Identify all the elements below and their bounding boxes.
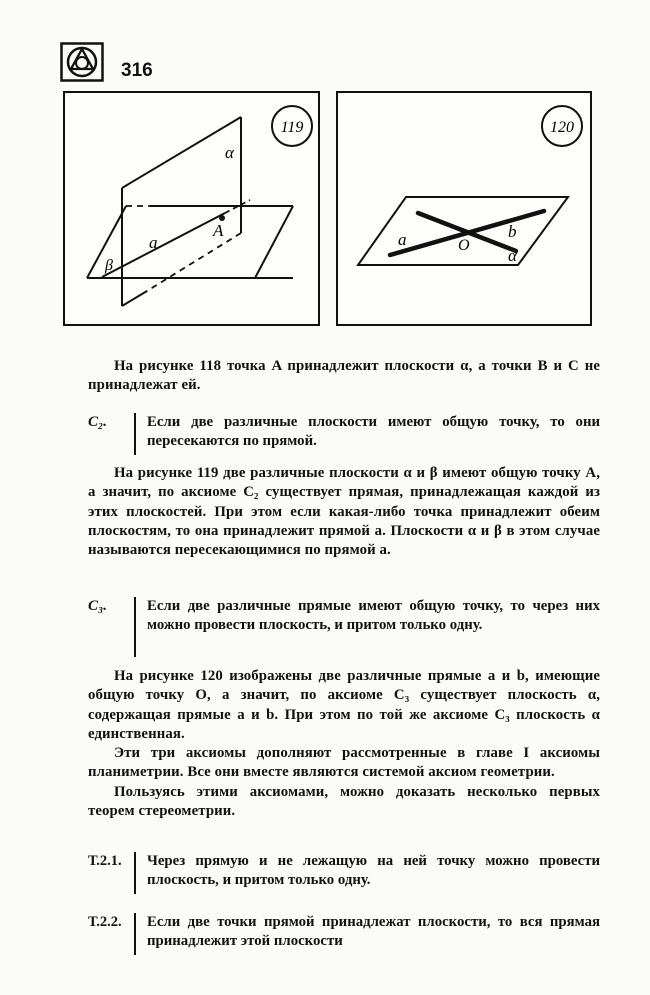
figure-119 xyxy=(63,91,320,326)
paragraph-1 xyxy=(88,357,600,396)
label-beta: β xyxy=(105,257,113,274)
theorem-divider xyxy=(134,913,136,955)
theorem-label: Т.2.2. xyxy=(88,914,122,930)
paragraph-3 xyxy=(88,667,600,821)
axiom-divider xyxy=(134,597,136,657)
theorem-text: Через прямую и не лежащую на ней точку можно провести плоскость, и притом только одну. xyxy=(147,853,600,889)
label-alpha: α xyxy=(225,143,234,162)
label-plane-alpha: α xyxy=(508,246,517,265)
label-line-a: a xyxy=(149,233,158,252)
theorem-label: Т.2.1. xyxy=(88,853,122,869)
theorem-divider xyxy=(134,852,136,894)
label-line-a: a xyxy=(398,230,407,249)
paragraph-text: На рисунке 120 изображены две различные прямые a и b, имеющие общую точку O, а значит, по аксиоме C₃ существует плоскость α, содержащая прямые a и b. При этом по той же аксиоме C₃ плоскость α единственная. xyxy=(88,668,600,742)
page-number: 316 xyxy=(121,60,153,81)
book-logo-icon xyxy=(60,42,104,82)
axiom-text: Если две различные плоскости имеют общую точку, то они пересекаются по прямой. xyxy=(147,414,600,450)
figure-number: 120 xyxy=(550,119,574,136)
theorem-text: Если две точки прямой принадлежат плоскости, то вся прямая принадлежит этой плоскости xyxy=(147,914,600,950)
label-line-b: b xyxy=(508,222,517,241)
figure-120 xyxy=(336,91,592,326)
paragraph-2 xyxy=(88,464,600,560)
figure-number: 119 xyxy=(280,119,304,136)
paragraph-text: Пользуясь этими аксиомами, можно доказать несколько первых теорем стереометрии. xyxy=(88,783,600,820)
paragraph-text: Эти три аксиомы дополняют рассмотренные в главе I аксиомы планиметрии. Все они вместе являются системой аксиом геометрии. xyxy=(88,745,600,781)
axiom-divider xyxy=(134,413,136,455)
paragraph-text: На рисунке 119 две различные плоскости α и β имеют общую точку A, а значит, по аксиоме C₂ существует прямая, принадлежащая каждой из этих плоскостей. При этом если какая-либо точка принадлежит обеим плоскостям, то она принадлежит прямой a. Плоскости α и β в этом случае называются пересекающимися по прямой a. xyxy=(88,465,600,559)
axiom-label: C₃. xyxy=(88,598,107,614)
axiom-label: C₂. xyxy=(88,414,107,430)
label-point-O: O xyxy=(458,237,470,254)
paragraph-text: На рисунке 118 точка A принадлежит плоскости α, а точки B и C не принадлежат ей. xyxy=(88,358,600,394)
label-point-A: A xyxy=(213,221,224,240)
axiom-text: Если две различные прямые имеют общую точку, то через них можно провести плоскость, и притом только одну. xyxy=(147,598,600,634)
